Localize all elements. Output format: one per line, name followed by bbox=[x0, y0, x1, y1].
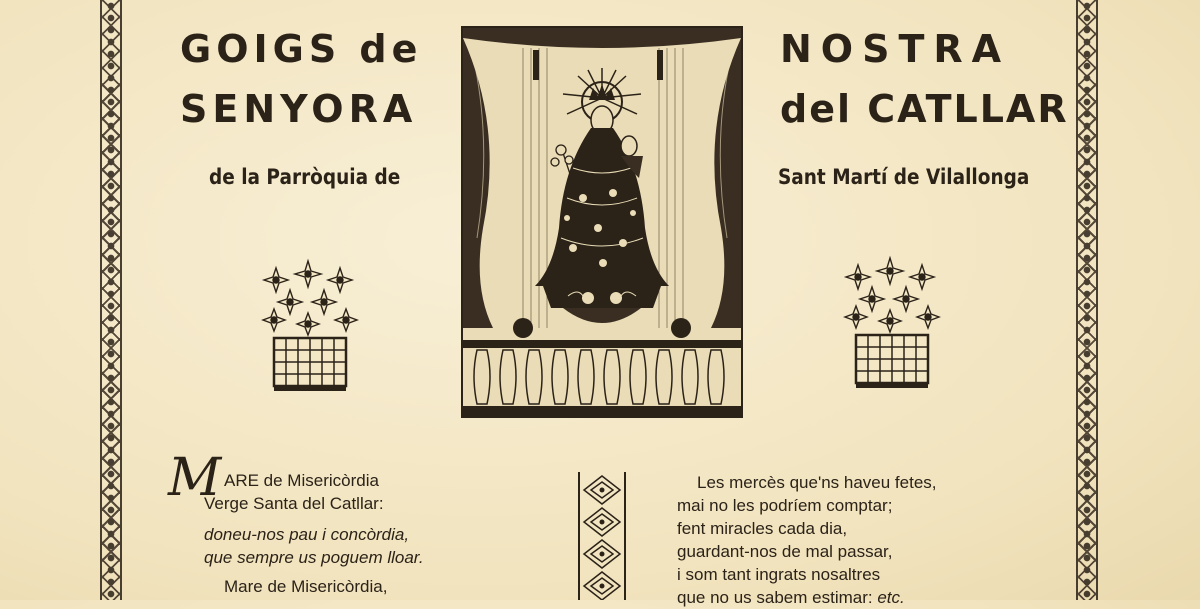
title-right-line2: del CATLLAR bbox=[780, 87, 1069, 131]
subtitle-right: Sant Martí de Vilallonga bbox=[778, 165, 1030, 189]
verse-line: mai no les podríem comptar; bbox=[677, 496, 893, 515]
verse-stanza-1 bbox=[204, 469, 424, 569]
subtitle-left: de la Parròquia de bbox=[209, 165, 401, 189]
verse-line: Les mercès que'ns haveu fetes, bbox=[697, 473, 937, 492]
title-left-line2: SENYORA bbox=[180, 87, 418, 131]
ornamental-border-right-icon bbox=[1076, 0, 1098, 600]
verse-line: i som tant ingrats nosaltres bbox=[677, 565, 881, 584]
verse-etc: etc. bbox=[877, 588, 905, 607]
verse-line-text: que no us sabem estimar: bbox=[677, 588, 873, 607]
ornamental-column-icon bbox=[578, 472, 626, 600]
dropcap-m: M bbox=[168, 448, 222, 508]
verse-stanza-3 bbox=[677, 471, 937, 609]
verse-stanza-2 bbox=[224, 575, 387, 598]
verse-line: Verge Santa del Catllar: bbox=[204, 494, 384, 513]
title-left-line1: GOIGS de bbox=[180, 27, 423, 71]
verse-line: Mare de Misericòrdia, bbox=[224, 577, 388, 596]
verse-line: que sempre us poguem lloar. bbox=[204, 548, 424, 567]
verse-line-last bbox=[677, 586, 937, 609]
verse-line: ARE de Misericòrdia bbox=[224, 471, 379, 490]
virgin-mary-icon bbox=[461, 26, 743, 418]
verse-line: doneu-nos pau i concòrdia, bbox=[204, 525, 410, 544]
ornamental-border-left-icon bbox=[100, 0, 122, 600]
flower-basket-left-icon bbox=[256, 258, 364, 396]
title-right-line1: NOSTRA bbox=[780, 27, 1011, 71]
verse-line: guardant-nos de mal passar, bbox=[677, 542, 893, 561]
flower-basket-right-icon bbox=[838, 255, 946, 393]
verse-line: fent miracles cada dia, bbox=[677, 519, 848, 538]
